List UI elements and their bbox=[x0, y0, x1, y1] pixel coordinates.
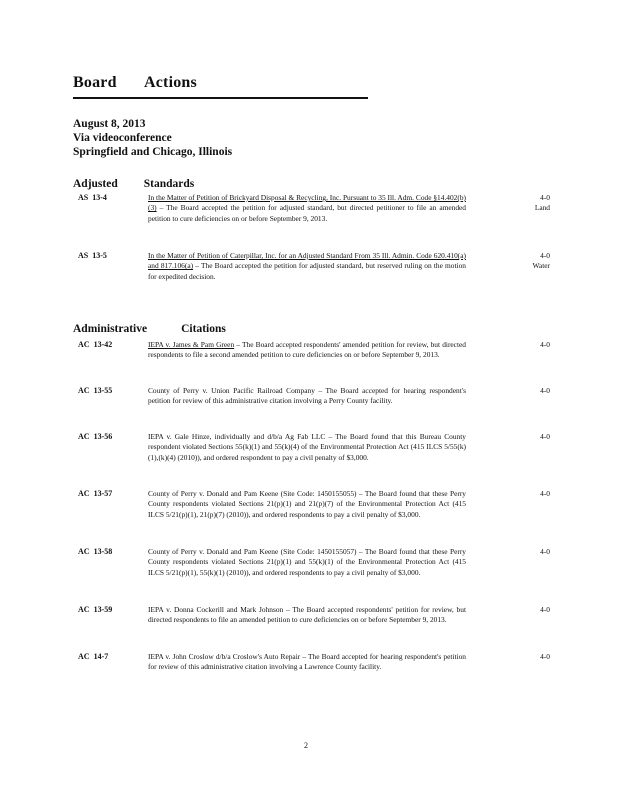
section-heading-word-2: Citations bbox=[181, 323, 226, 335]
case-category: Land bbox=[534, 203, 550, 213]
case-description: In the Matter of Petition of Brickyard Disposal & Recycling, Inc. Pursuant to 35 Ill. Adm. Code §14.402(b)(3) – The Board accepted the petition for adjusted standard, but directed petitioner to file an amended petition to cure deficiencies on or before September 9, 2013. bbox=[148, 193, 466, 223]
vote-tally: 4-0 Land bbox=[490, 193, 550, 214]
case-description: IEPA v. Gale Hinze, individually and d/b/a Ag Fab LLC – The Board found that this Bureau County respondent violated Sections 55(k)(1) and 55(k)(4) of the Environmental Protection Act (415 ILCS 5/55(k)(1),(k)(4) (2010)), and ordered respondent to pay a civil penalty of $3,000. bbox=[148, 432, 466, 462]
case-number: AC 13-58 bbox=[78, 547, 113, 556]
section-heading-administrative-citations bbox=[73, 323, 226, 335]
case-number: AC 14-7 bbox=[78, 652, 109, 661]
case-description: IEPA v. John Croslow d/b/a Croslow's Auto Repair – The Board accepted for hearing respondent's petition for review of this administrative citation involving a Lawrence County facility. bbox=[148, 652, 466, 672]
case-number: AC 13-42 bbox=[78, 340, 113, 349]
case-title-link: In the Matter of Petition of Brickyard Disposal & Recycling, Inc. Pursuant to 35 Ill. Adm. Code §14.402(b)(3) bbox=[148, 193, 466, 213]
case-number: AC 13-57 bbox=[78, 489, 113, 498]
case-category: Water bbox=[532, 261, 550, 271]
section-heading-word-1: Adjusted bbox=[73, 178, 118, 190]
case-title-link: IEPA v. James & Pam Green bbox=[148, 340, 235, 349]
vote-tally: 4-0 bbox=[540, 432, 550, 441]
case-description: County of Perry v. Donald and Pam Keene (Site Code: 1450155057) – The Board found that these Perry County respondents violated Sections 21(p)(1) and 55(k)(1) of the Environmental Protection Act (415 ILCS 5/21(p)(1), 55(k)(1) (2010)), and ordered respondents to pay a civil penalty of $3,000. bbox=[148, 547, 466, 577]
vote-tally: 4-0 Water bbox=[490, 251, 550, 272]
case-number: AC 13-55 bbox=[78, 386, 113, 395]
vote-tally: 4-0 bbox=[540, 547, 550, 556]
vote-tally: 4-0 bbox=[540, 489, 550, 498]
vote-tally: 4-0 bbox=[540, 605, 550, 614]
case-description: County of Perry v. Donald and Pam Keene (Site Code: 1450155055) – The Board found that these Perry County respondents violated Sections 21(p)(1) and 21(p)(7) of the Environmental Protection Act (415 ILCS 5/21(p)(1), 21(p)(7) (2010)), and ordered respondents to pay a civil penalty of $3,000. bbox=[148, 489, 466, 519]
case-number: AS 13-4 bbox=[78, 193, 107, 202]
case-description: IEPA v. James & Pam Green – The Board accepted respondents' amended petition for review, but directed respondents to file a second amended petition to cure deficiencies on or before September 9, 2013. bbox=[148, 340, 466, 360]
case-description: In the Matter of Petition of Caterpillar, Inc. for an Adjusted Standard From 35 Ill. Admin. Code 620.410(a) and 817.106(a) – The Board accepted the petition for adjusted standard, but reserved ruling on the motion for expedited decision. bbox=[148, 251, 466, 281]
case-description: County of Perry v. Union Pacific Railroad Company – The Board accepted for hearing respondent's petition for review of this administrative citation involving a Perry County facility. bbox=[148, 386, 466, 406]
page-number: 2 bbox=[304, 741, 308, 750]
case-description: IEPA v. Donna Cockerill and Mark Johnson – The Board accepted respondents' petition for review, but directed respondents to file an amended petition to cure deficiencies on or before September 9, 2013. bbox=[148, 605, 466, 625]
vote-tally: 4-0 bbox=[540, 386, 550, 395]
meeting-location-line-1: Via videoconference bbox=[73, 132, 172, 144]
meeting-location-line-2: Springfield and Chicago, Illinois bbox=[73, 146, 233, 158]
page-title: Board Actions bbox=[73, 74, 197, 91]
case-number: AS 13-5 bbox=[78, 251, 107, 260]
case-number: AC 13-56 bbox=[78, 432, 113, 441]
case-number: AC 13-59 bbox=[78, 605, 113, 614]
vote-tally: 4-0 bbox=[540, 340, 550, 349]
section-heading-word-2: Standards bbox=[143, 178, 195, 190]
vote-tally: 4-0 bbox=[540, 652, 550, 661]
case-title-link: In the Matter of Petition of Caterpillar, Inc. for an Adjusted Standard From 35 Ill. Admin. Code 620.410(a) and 817.106(a) bbox=[148, 251, 466, 271]
title-rule bbox=[73, 97, 368, 99]
section-heading-word-1: Administrative bbox=[73, 323, 148, 335]
section-heading-adjusted-standards bbox=[73, 178, 194, 190]
meeting-date: August 8, 2013 bbox=[73, 118, 146, 130]
